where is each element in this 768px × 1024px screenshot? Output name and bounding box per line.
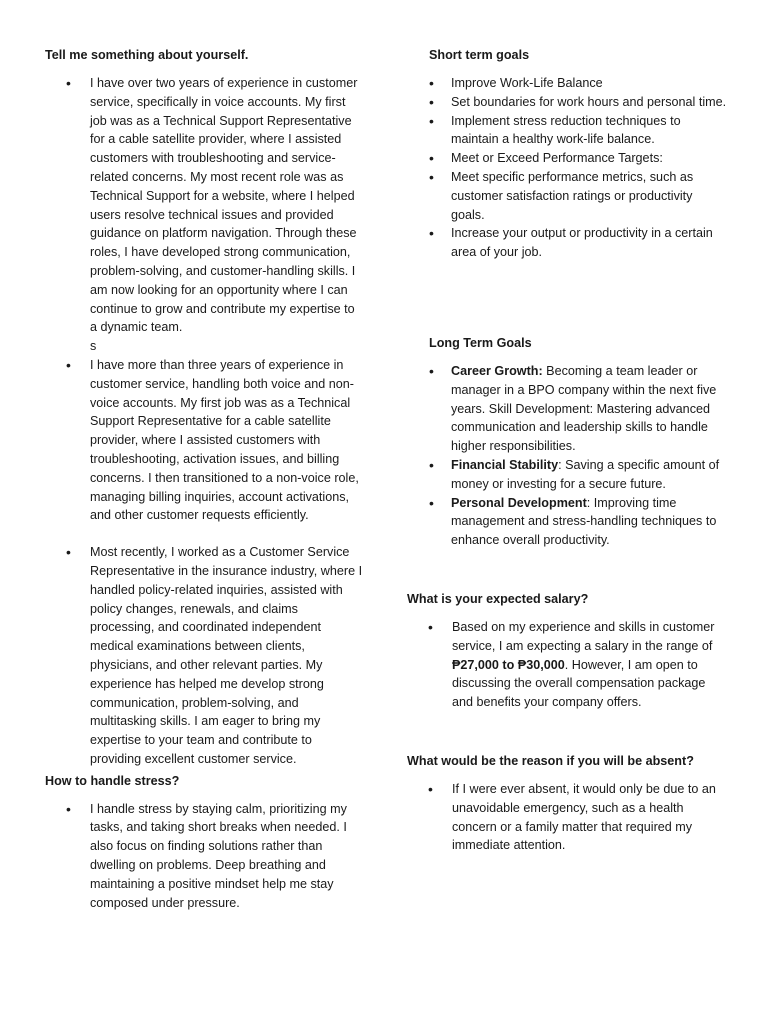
long-goal-item-2 (429, 456, 727, 494)
salary-list (407, 618, 727, 712)
long-goal-label-2: Financial Stability (451, 457, 559, 472)
short-goals-heading: Short term goals (429, 48, 530, 62)
salary-item (407, 618, 727, 712)
long-goal-label-1: Career Growth: (451, 363, 543, 378)
salary-text-before: Based on my experience and skills in customer service, I am expecting a salary in the range of (452, 619, 715, 653)
long-goal-item-1 (429, 362, 727, 456)
about-item-2: • I have more than three years of experience in customer service, handling both voice and non-voice accounts. My first job was as a Technical Support Representative for a cable satellite provider, where I assisted customers with troubleshooting, activation issues, and billing concerns. I then transitioned to a non-voice role, managing billing inquiries, account activations, and other customer requests efficiently. (45, 356, 365, 525)
absent-item-1: • If I were ever absent, it would only be due to an unavoidable emergency, such as a health concern or a family matter that required my immediate attention. (407, 780, 727, 855)
short-goal-item-4: • Meet or Exceed Performance Targets: (429, 149, 727, 168)
right-column (407, 46, 727, 855)
about-list (45, 74, 365, 337)
about-list-2 (45, 356, 365, 769)
long-goals-list (429, 362, 727, 550)
stray-text: s (90, 339, 97, 354)
long-goal-text-1: Becoming a team leader or manager in a BPO company within the next five years. Skill Development: Mastering advanced communication and leadership skills to handle higher responsibilities. (451, 363, 717, 454)
about-item-3: • Most recently, I worked as a Customer Service Representative in the insurance industry, where I handled policy-related inquiries, assisted with policy changes, renewals, and claims processing, and coordinated independent medical examinations between clients, physicians, and other relevant parties. My experience has helped me develop strong communication, problem-solving, and multitasking skills. I am eager to bring my expertise to your team and contribute to providing excellent customer service. (45, 543, 365, 769)
stress-list (45, 800, 365, 913)
left-column (45, 46, 365, 912)
long-goal-item-3 (429, 494, 727, 550)
short-goal-item-6: • Increase your output or productivity in a certain area of your job. (429, 224, 727, 262)
short-goal-item-2: • Set boundaries for work hours and personal time. (429, 93, 727, 112)
about-heading: Tell me something about yourself. (45, 48, 249, 62)
salary-range: ₱27,000 to ₱30,000 (452, 657, 565, 672)
short-goals-list (429, 74, 727, 262)
long-goals-heading: Long Term Goals (429, 335, 532, 350)
long-goal-text-2: : Saving a specific amount of money or investing for a secure future. (451, 457, 720, 491)
absent-list (407, 780, 727, 855)
absent-heading: What would be the reason if you will be absent? (407, 753, 694, 768)
short-goal-item-1: • Improve Work-Life Balance (429, 74, 727, 93)
salary-text-after: . However, I am open to discussing the overall compensation package and benefits your company offers. (452, 657, 706, 710)
stress-item-1: • I handle stress by staying calm, prioritizing my tasks, and taking short breaks when needed. I also focus on finding solutions rather than dwelling on problems. Deep breathing and maintaining a positive mindset help me stay composed under pressure. (45, 800, 365, 913)
short-goal-item-5: • Meet specific performance metrics, such as customer satisfaction ratings or productivity goals. (429, 168, 727, 224)
about-item-1: • I have over two years of experience in customer service, specifically in voice accounts. My first job was as a Technical Support Representative for a cable satellite provider, where I assisted customers with troubleshooting and service-related concerns. My most recent role was as Technical Support for a website, where I helped users resolve technical issues and provided guidance on platform navigation. Through these roles, I have developed strong communication, problem-solving, and customer-handling skills. I am now looking for an opportunity where I can continue to grow and contribute my expertise to a dynamic team. (45, 74, 365, 337)
stress-heading: How to handle stress? (45, 773, 180, 788)
long-goal-label-3: Personal Development (451, 495, 587, 510)
salary-heading: What is your expected salary? (407, 591, 589, 606)
long-goal-text-3: : Improving time management and stress-handling techniques to enhance overall productivity. (451, 495, 717, 548)
short-goal-item-3: • Implement stress reduction techniques to maintain a healthy work-life balance. (429, 112, 727, 150)
